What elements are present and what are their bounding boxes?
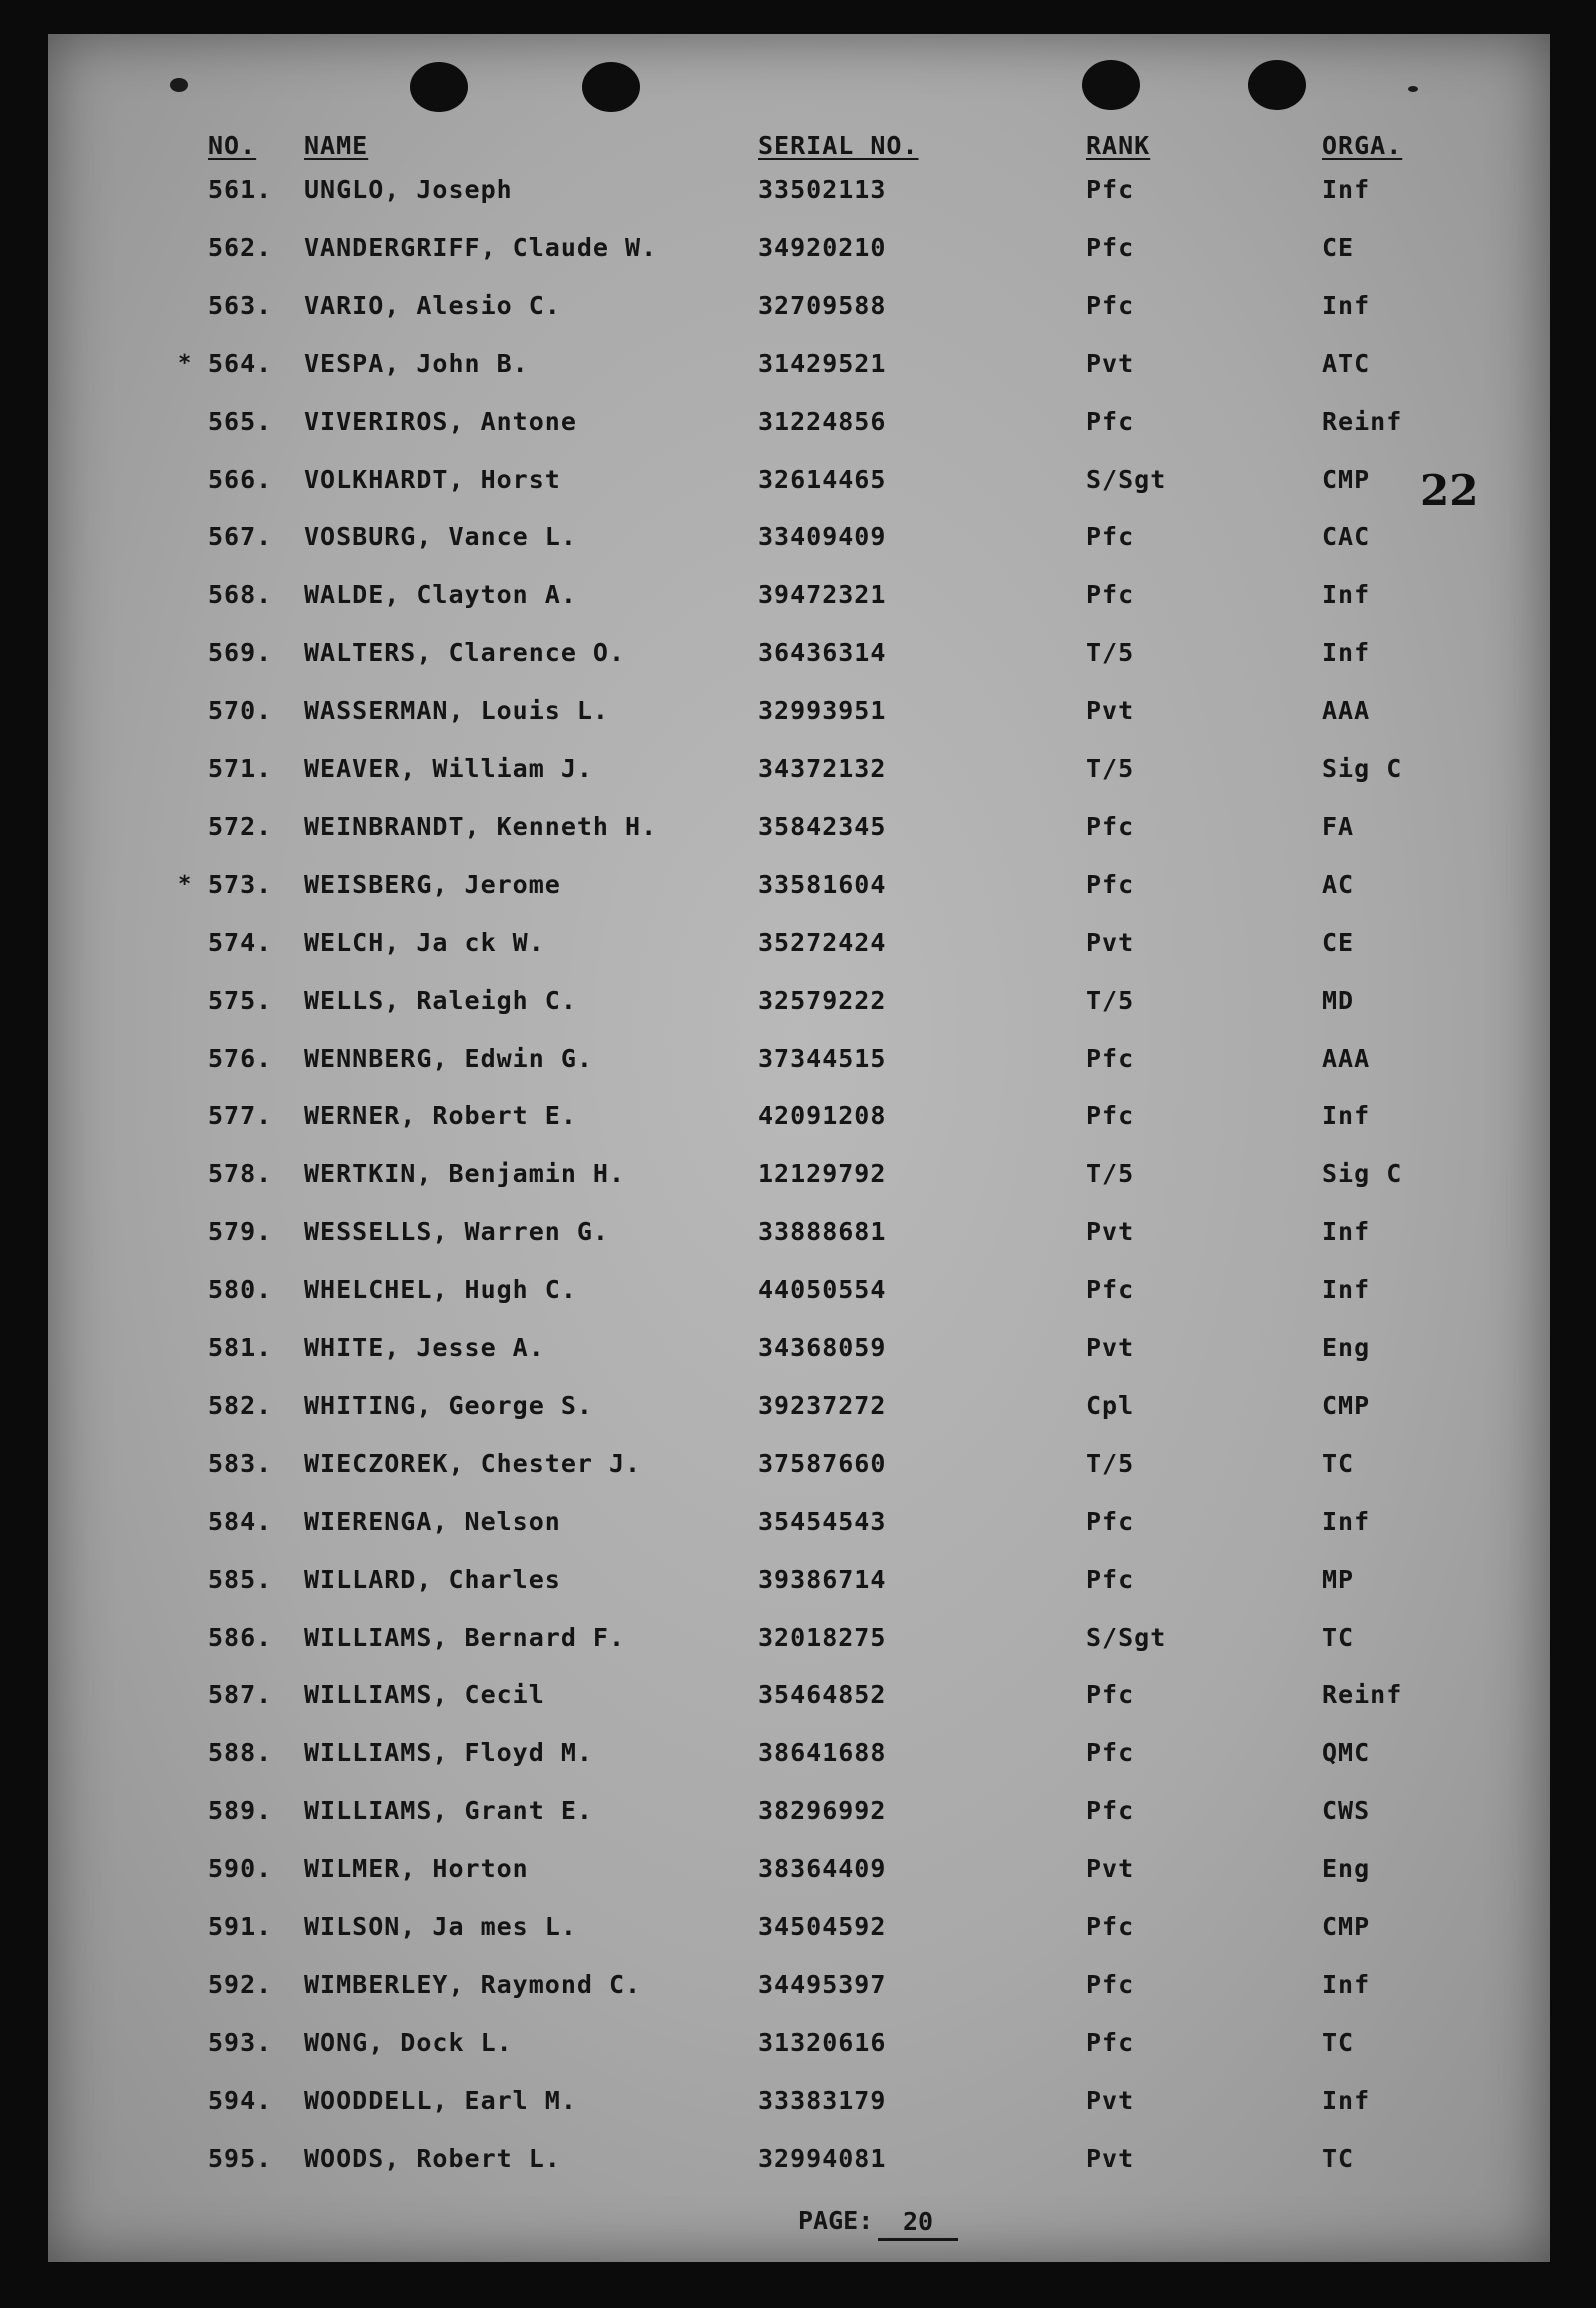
- row-no: 585.: [208, 1564, 273, 1594]
- row-rank: Pfc: [1086, 1275, 1135, 1305]
- row-no: 588.: [208, 1738, 273, 1768]
- row-serial: 34495397: [758, 1969, 887, 1999]
- row-name: WILLIAMS, Bernard F.: [304, 1622, 626, 1652]
- table-row: [48, 923, 1550, 963]
- row-org: Inf: [1322, 1275, 1371, 1305]
- table-row: [48, 749, 1550, 789]
- table-row: [48, 865, 1550, 905]
- row-org: Inf: [1322, 175, 1371, 204]
- table-row: [48, 1618, 1550, 1658]
- row-serial: 32994081: [758, 2143, 887, 2173]
- row-serial: 34504592: [758, 1912, 887, 1941]
- table-row: [48, 1096, 1550, 1136]
- row-serial: 44050554: [758, 1275, 887, 1305]
- row-org: Inf: [1322, 638, 1371, 668]
- row-name: WILSON, Ja mes L.: [304, 1912, 577, 1941]
- row-serial: 31429521: [758, 348, 887, 378]
- row-serial: 35842345: [758, 811, 887, 841]
- row-no: 586.: [208, 1622, 273, 1652]
- row-rank: Pfc: [1086, 1969, 1135, 1999]
- row-rank: Pvt: [1086, 927, 1135, 957]
- punch-hole: [410, 62, 468, 112]
- row-no: 578.: [208, 1159, 273, 1189]
- row-org: CMP: [1322, 464, 1371, 494]
- row-name: WHITING, George S.: [304, 1390, 593, 1420]
- table-row: [48, 286, 1550, 326]
- row-org: AAA: [1322, 696, 1371, 726]
- row-serial: 31224856: [758, 406, 887, 436]
- page-number: 20: [878, 2206, 958, 2241]
- row-org: CMP: [1322, 1390, 1371, 1420]
- row-rank: Cpl: [1086, 1390, 1135, 1420]
- row-name: WONG, Dock L.: [304, 2027, 513, 2057]
- handwritten-mark: 22: [1420, 466, 1479, 515]
- row-org: Sig C: [1322, 754, 1403, 783]
- row-serial: 37344515: [758, 1043, 887, 1073]
- ink-speck: [1408, 86, 1418, 92]
- row-org: Inf: [1322, 1217, 1371, 1247]
- row-name: VIVERIROS, Antone: [304, 406, 577, 436]
- row-rank: Pfc: [1086, 1101, 1135, 1131]
- table-row: [48, 691, 1550, 731]
- table-row: [48, 1733, 1550, 1773]
- table-row: [48, 1560, 1550, 1600]
- row-rank: Pfc: [1086, 2027, 1135, 2057]
- table-row: [48, 1675, 1550, 1715]
- row-serial: 34920210: [758, 232, 887, 262]
- table-row: [48, 633, 1550, 673]
- row-no: 573.: [208, 869, 273, 899]
- table-row: [48, 2139, 1550, 2179]
- row-rank: Pfc: [1086, 1912, 1135, 1941]
- table-row: [48, 1270, 1550, 1310]
- row-org: CE: [1322, 927, 1355, 957]
- row-serial: 35272424: [758, 927, 887, 957]
- page-label: PAGE:: [798, 2206, 874, 2235]
- row-rank: Pvt: [1086, 696, 1135, 726]
- row-serial: 34368059: [758, 1333, 887, 1362]
- row-no: 569.: [208, 638, 273, 668]
- row-name: WELLS, Raleigh C.: [304, 985, 577, 1015]
- punch-hole: [582, 62, 640, 112]
- row-name: WILLIAMS, Grant E.: [304, 1796, 593, 1826]
- row-no: 580.: [208, 1275, 273, 1305]
- row-serial: 32018275: [758, 1622, 887, 1652]
- row-serial: 33888681: [758, 1217, 887, 1247]
- row-serial: 33383179: [758, 2085, 887, 2115]
- row-no: 564.: [208, 348, 273, 378]
- table-row: [48, 575, 1550, 615]
- header-no: NO.: [208, 131, 257, 160]
- row-org: Inf: [1322, 1969, 1371, 1999]
- row-org: TC: [1322, 2027, 1355, 2057]
- row-no: 566.: [208, 464, 273, 494]
- row-rank: S/Sgt: [1086, 1622, 1167, 1652]
- row-no: 571.: [208, 754, 273, 783]
- row-rank: Pvt: [1086, 2143, 1135, 2173]
- row-name: WEISBERG, Jerome: [304, 869, 561, 899]
- row-no: 567.: [208, 522, 273, 552]
- header-serial: SERIAL NO.: [758, 131, 919, 160]
- table-row: [48, 1039, 1550, 1079]
- row-no: 568.: [208, 580, 273, 610]
- header-name: NAME: [304, 131, 369, 160]
- row-rank: Pvt: [1086, 1854, 1135, 1884]
- row-rank: Pfc: [1086, 1680, 1135, 1710]
- row-name: WILLARD, Charles: [304, 1564, 561, 1594]
- row-rank: Pfc: [1086, 1506, 1135, 1536]
- row-rank: Pfc: [1086, 1564, 1135, 1594]
- row-no: 562.: [208, 232, 273, 262]
- table-row: [48, 517, 1550, 557]
- row-name: WILLIAMS, Floyd M.: [304, 1738, 593, 1768]
- row-org: CE: [1322, 232, 1355, 262]
- row-org: TC: [1322, 1622, 1355, 1652]
- row-org: MD: [1322, 985, 1355, 1015]
- row-name: WALDE, Clayton A.: [304, 580, 577, 610]
- row-no: 584.: [208, 1506, 273, 1536]
- row-no: 582.: [208, 1390, 273, 1420]
- row-serial: 35464852: [758, 1680, 887, 1710]
- row-rank: T/5: [1086, 1159, 1135, 1189]
- row-no: 574.: [208, 927, 273, 957]
- row-no: 579.: [208, 1217, 273, 1247]
- row-serial: 32579222: [758, 985, 887, 1015]
- row-name: WHITE, Jesse A.: [304, 1333, 545, 1362]
- row-serial: 32709588: [758, 290, 887, 320]
- row-org: CWS: [1322, 1796, 1371, 1826]
- document-page: [48, 34, 1550, 2262]
- row-rank: Pfc: [1086, 232, 1135, 262]
- row-name: WENNBERG, Edwin G.: [304, 1043, 593, 1073]
- row-name: WOODS, Robert L.: [304, 2143, 561, 2173]
- row-serial: 35454543: [758, 1506, 887, 1536]
- row-serial: 33581604: [758, 869, 887, 899]
- row-no: 577.: [208, 1101, 273, 1131]
- row-name: WIECZOREK, Chester J.: [304, 1448, 642, 1478]
- row-org: Inf: [1322, 2085, 1371, 2115]
- row-name: WILMER, Horton: [304, 1854, 529, 1884]
- table-row: [48, 1907, 1550, 1947]
- row-no: 565.: [208, 406, 273, 436]
- table-row: [48, 1791, 1550, 1831]
- row-serial: 38364409: [758, 1854, 887, 1884]
- row-org: Reinf: [1322, 406, 1403, 436]
- row-no: 595.: [208, 2143, 273, 2173]
- table-row: [48, 1328, 1550, 1368]
- table-row: [48, 1154, 1550, 1194]
- row-name: WERNER, Robert E.: [304, 1101, 577, 1131]
- table-row: [48, 170, 1550, 210]
- ink-speck: [170, 78, 188, 92]
- row-serial: 34372132: [758, 754, 887, 783]
- table-row: [48, 228, 1550, 268]
- row-org: Reinf: [1322, 1680, 1403, 1710]
- punch-hole: [1082, 60, 1140, 110]
- row-org: MP: [1322, 1564, 1355, 1594]
- table-row: [48, 1849, 1550, 1889]
- row-serial: 39237272: [758, 1390, 887, 1420]
- row-rank: S/Sgt: [1086, 464, 1167, 494]
- row-serial: 33409409: [758, 522, 887, 552]
- row-serial: 31320616: [758, 2027, 887, 2057]
- row-rank: Pfc: [1086, 406, 1135, 436]
- row-mark: *: [178, 871, 192, 897]
- row-name: WOODDELL, Earl M.: [304, 2085, 577, 2115]
- row-name: WELCH, Ja ck W.: [304, 927, 545, 957]
- row-rank: Pfc: [1086, 811, 1135, 841]
- row-rank: Pvt: [1086, 1217, 1135, 1247]
- punch-hole: [1248, 60, 1306, 110]
- table-row: [48, 1502, 1550, 1542]
- row-rank: T/5: [1086, 638, 1135, 668]
- row-name: UNGLO, Joseph: [304, 175, 513, 204]
- table-row: [48, 2081, 1550, 2121]
- row-rank: Pfc: [1086, 1738, 1135, 1768]
- row-no: 576.: [208, 1043, 273, 1073]
- table-row: [48, 807, 1550, 847]
- row-org: CAC: [1322, 522, 1371, 552]
- row-org: AC: [1322, 869, 1355, 899]
- row-rank: Pfc: [1086, 1796, 1135, 1826]
- row-org: Inf: [1322, 290, 1371, 320]
- header-rank: RANK: [1086, 131, 1151, 160]
- row-rank: T/5: [1086, 985, 1135, 1015]
- row-org: Inf: [1322, 1506, 1371, 1536]
- header-org: ORGA.: [1322, 131, 1403, 160]
- row-name: WILLIAMS, Cecil: [304, 1680, 545, 1710]
- row-serial: 38641688: [758, 1738, 887, 1768]
- row-name: VOSBURG, Vance L.: [304, 522, 577, 552]
- table-row: [48, 344, 1550, 384]
- row-name: WEAVER, William J.: [304, 754, 593, 783]
- row-rank: T/5: [1086, 754, 1135, 783]
- row-name: WESSELLS, Warren G.: [304, 1217, 609, 1247]
- table-row: [48, 402, 1550, 442]
- row-no: 583.: [208, 1448, 273, 1478]
- row-serial: 39386714: [758, 1564, 887, 1594]
- row-name: WASSERMAN, Louis L.: [304, 696, 609, 726]
- row-org: Inf: [1322, 1101, 1371, 1131]
- row-name: VANDERGRIFF, Claude W.: [304, 232, 658, 262]
- row-serial: 32614465: [758, 464, 887, 494]
- row-name: VOLKHARDT, Horst: [304, 464, 561, 494]
- row-org: CMP: [1322, 1912, 1371, 1941]
- table-row: [48, 1386, 1550, 1426]
- row-name: WEINBRANDT, Kenneth H.: [304, 811, 658, 841]
- row-rank: Pfc: [1086, 522, 1135, 552]
- table-row: [48, 1965, 1550, 2005]
- row-no: 561.: [208, 175, 273, 204]
- row-org: AAA: [1322, 1043, 1371, 1073]
- row-rank: T/5: [1086, 1448, 1135, 1478]
- row-rank: Pfc: [1086, 869, 1135, 899]
- row-rank: Pfc: [1086, 290, 1135, 320]
- row-no: 590.: [208, 1854, 273, 1884]
- row-no: 575.: [208, 985, 273, 1015]
- row-mark: *: [178, 350, 192, 376]
- row-org: QMC: [1322, 1738, 1371, 1768]
- row-no: 591.: [208, 1912, 273, 1941]
- row-serial: 12129792: [758, 1159, 887, 1189]
- table-row: [48, 1444, 1550, 1484]
- row-rank: Pfc: [1086, 1043, 1135, 1073]
- column-header-row: [48, 126, 1550, 166]
- row-no: 593.: [208, 2027, 273, 2057]
- row-no: 589.: [208, 1796, 273, 1826]
- row-rank: Pfc: [1086, 580, 1135, 610]
- row-name: WIMBERLEY, Raymond C.: [304, 1969, 642, 1999]
- row-name: VESPA, John B.: [304, 348, 529, 378]
- row-no: 572.: [208, 811, 273, 841]
- row-name: WIERENGA, Nelson: [304, 1506, 561, 1536]
- row-rank: Pvt: [1086, 2085, 1135, 2115]
- row-rank: Pfc: [1086, 175, 1135, 204]
- row-name: WERTKIN, Benjamin H.: [304, 1159, 626, 1189]
- row-serial: 32993951: [758, 696, 887, 726]
- row-org: ATC: [1322, 348, 1371, 378]
- row-serial: 33502113: [758, 175, 887, 204]
- row-org: TC: [1322, 2143, 1355, 2173]
- table-row: [48, 460, 1550, 500]
- row-org: Eng: [1322, 1854, 1371, 1884]
- row-serial: 39472321: [758, 580, 887, 610]
- row-serial: 36436314: [758, 638, 887, 668]
- row-serial: 37587660: [758, 1448, 887, 1478]
- row-no: 563.: [208, 290, 273, 320]
- row-no: 592.: [208, 1969, 273, 1999]
- table-row: [48, 981, 1550, 1021]
- row-serial: 38296992: [758, 1796, 887, 1826]
- row-name: WHELCHEL, Hugh C.: [304, 1275, 577, 1305]
- row-org: Eng: [1322, 1333, 1371, 1362]
- row-org: Inf: [1322, 580, 1371, 610]
- row-rank: Pvt: [1086, 348, 1135, 378]
- table-row: [48, 2023, 1550, 2063]
- row-org: FA: [1322, 811, 1355, 841]
- table-row: [48, 1212, 1550, 1252]
- row-name: WALTERS, Clarence O.: [304, 638, 626, 668]
- row-org: TC: [1322, 1448, 1355, 1478]
- row-serial: 42091208: [758, 1101, 887, 1131]
- row-org: Sig C: [1322, 1159, 1403, 1189]
- row-rank: Pvt: [1086, 1333, 1135, 1362]
- row-name: VARIO, Alesio C.: [304, 290, 561, 320]
- row-no: 587.: [208, 1680, 273, 1710]
- row-no: 570.: [208, 696, 273, 726]
- row-no: 594.: [208, 2085, 273, 2115]
- row-no: 581.: [208, 1333, 273, 1362]
